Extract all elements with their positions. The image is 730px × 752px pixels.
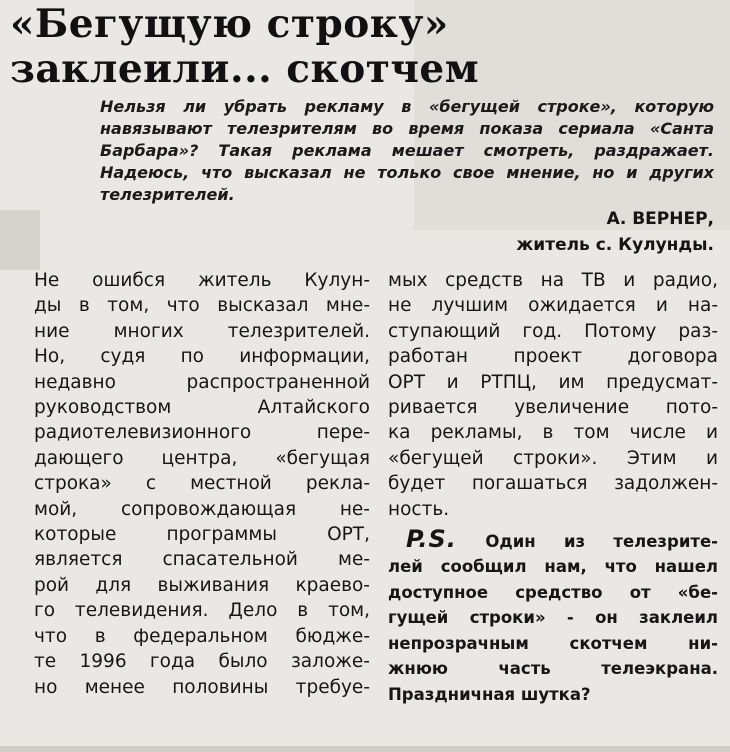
body-left-line: те 1996 года было заложе- [34, 651, 370, 673]
body-left-line: является спасательной ме- [34, 549, 370, 571]
body-right-line: не лучшим ожидается и на- [388, 295, 718, 317]
body-left-line: что в федеральном бюдже- [34, 625, 370, 647]
postscript-line: доступное средство от «бе- [388, 582, 718, 602]
body-right-line: «бегущей строки». Этим и [388, 447, 718, 469]
body-left-line: го телевидения. Дело в том, [34, 600, 370, 622]
body-left-line: Но, судя по информации, [34, 346, 370, 368]
bottom-edge [0, 746, 730, 752]
body-right-line: ка рекламы, в том числе и [388, 422, 718, 444]
postscript-line: лей сообщил нам, что нашел [388, 557, 718, 577]
letter-signature [516, 206, 714, 258]
article-headline [10, 2, 479, 92]
signature-place: житель с. Кулунды. [516, 235, 714, 255]
postscript-line: жнюю часть телеэкрана. [388, 659, 718, 679]
body-right-line: работан проект договора [388, 346, 718, 368]
body-column-right [388, 268, 718, 707]
body-column-left [34, 268, 370, 700]
body-left-line: ды в том, что высказал мне- [34, 295, 370, 317]
body-right-line: ОРТ и РТПЦ, им предусмат- [388, 371, 718, 393]
body-left-line: но менее половины требуе- [34, 676, 370, 698]
body-left-line: дающего центра, «бегущая [34, 447, 370, 469]
postscript [388, 527, 718, 707]
body-left-line: Не ошибся житель Кулун- [34, 270, 370, 291]
postscript-mark: P.S. [406, 525, 457, 554]
body-left-line: строка» с местной рекла- [34, 473, 370, 495]
body-left-line: рой для выживания краево- [34, 574, 370, 596]
postscript-line: гущей строки» - он заклеил [388, 608, 718, 628]
body-right-text [388, 268, 718, 522]
body-right-line: ность. [388, 498, 450, 520]
body-left-line: которые программы ОРТ, [34, 524, 370, 546]
body-left-line: радиотелевизионного пере- [34, 422, 370, 444]
body-left-line: руководством Алтайского [34, 397, 370, 419]
body-right-line: мых средств на ТВ и радио, [388, 270, 718, 291]
postscript-first-text: Один из телезрите- [485, 532, 718, 552]
postscript-text [388, 554, 718, 706]
reader-letter: Нельзя ли убрать рекламу в «бегущей строке», которую навязывают телезрителям во время показа сериала «Санта Барбара»? Такая реклама мешает смотреть, раздражает. Надеюсь, что высказал не только свое мнение, но и других телезрителей. [100, 97, 714, 204]
body-left-line: недавно распространенной [34, 371, 370, 393]
headline-line-1: «Бегущую строку» [10, 1, 449, 47]
body-left-line: ние многих телезрителей. [34, 320, 370, 342]
headline-line-2: заклеили... скотчем [10, 46, 480, 92]
body-right-line: ривается увеличение пото- [388, 397, 718, 419]
postscript-first-line [388, 527, 718, 554]
body-left-line: мой, сопровождающая не- [34, 498, 370, 520]
body-right-line: будет погашаться задолжен- [388, 473, 718, 495]
postscript-line: Праздничная шутка? [388, 684, 591, 704]
body-right-line: ступающий год. Потому раз- [388, 320, 718, 342]
signature-name: А. ВЕРНЕР, [606, 209, 714, 229]
postscript-line: непрозрачным скотчем ни- [388, 633, 718, 653]
